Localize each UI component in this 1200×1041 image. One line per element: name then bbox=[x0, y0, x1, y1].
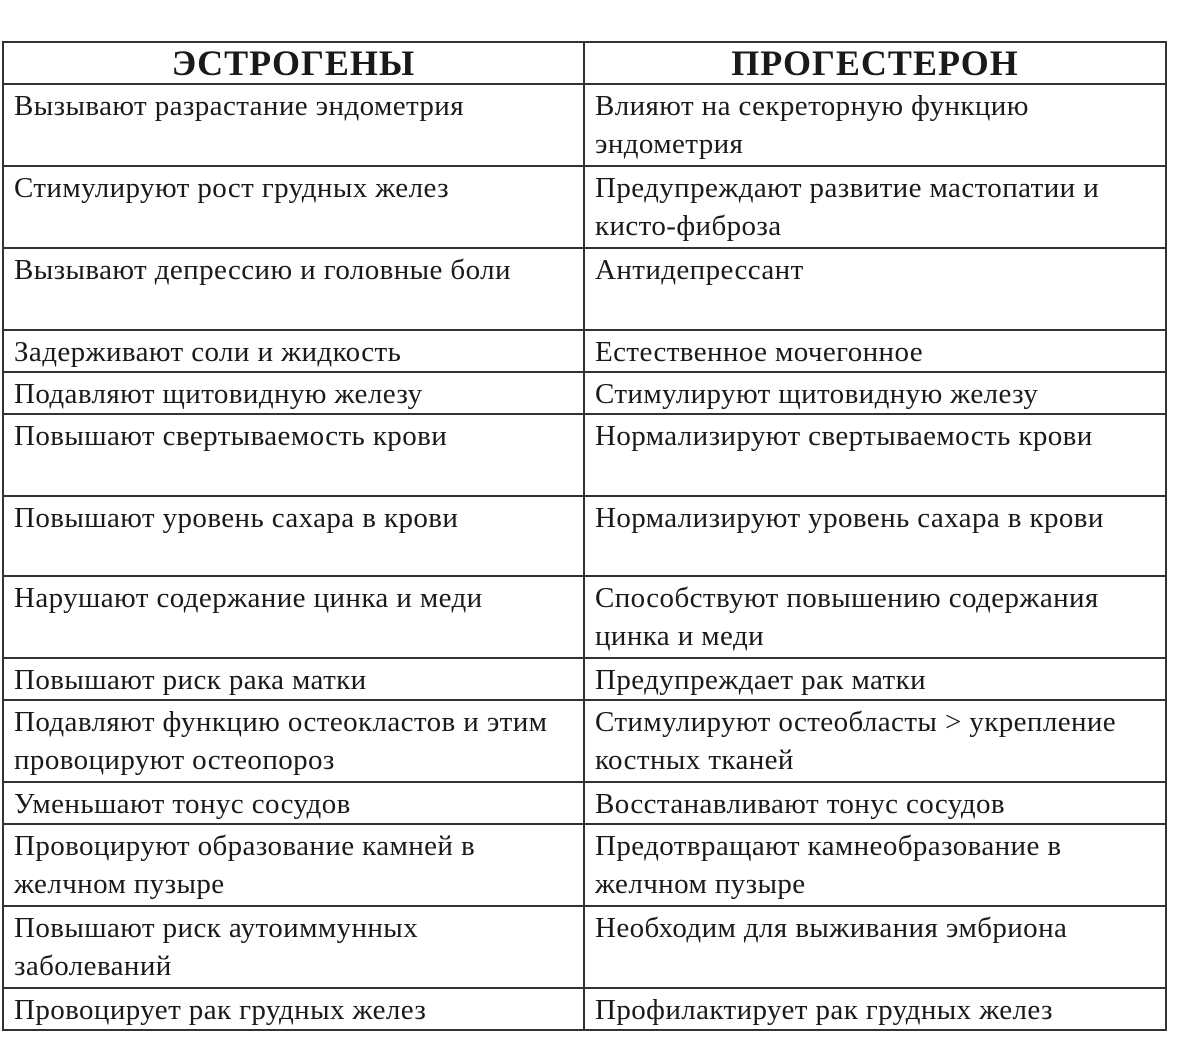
table-row bbox=[3, 84, 1166, 166]
table-row bbox=[3, 496, 1166, 576]
comparison-table-container bbox=[2, 41, 1165, 1031]
estrogen-cell: Повышают риск рака матки bbox=[3, 658, 584, 700]
table-row bbox=[3, 906, 1166, 988]
estrogen-cell: Вызывают разрастание эндометрия bbox=[3, 84, 584, 166]
progesterone-cell: Предупреждает рак матки bbox=[584, 658, 1166, 700]
table-row bbox=[3, 824, 1166, 906]
progesterone-cell: Предупреждают развитие мастопатии и кисто-фиброза bbox=[584, 166, 1166, 248]
progesterone-cell: Профилактирует рак грудных желез bbox=[584, 988, 1166, 1030]
progesterone-cell: Нормализируют свертываемость крови bbox=[584, 414, 1166, 496]
table-header-row bbox=[3, 42, 1166, 84]
progesterone-cell: Способствуют повышению содержания цинка и меди bbox=[584, 576, 1166, 658]
estrogen-cell: Повышают уровень сахара в крови bbox=[3, 496, 584, 576]
hormone-comparison-table bbox=[2, 41, 1167, 1031]
progesterone-cell: Стимулируют щитовидную железу bbox=[584, 372, 1166, 414]
table-row bbox=[3, 576, 1166, 658]
progesterone-cell: Необходим для выживания эмбриона bbox=[584, 906, 1166, 988]
progesterone-cell: Нормализируют уровень сахара в крови bbox=[584, 496, 1166, 576]
table-row bbox=[3, 988, 1166, 1030]
estrogen-cell: Вызывают депрессию и головные боли bbox=[3, 248, 584, 330]
table-row bbox=[3, 658, 1166, 700]
estrogen-cell: Повышают свертываемость крови bbox=[3, 414, 584, 496]
estrogen-cell: Подавляют функцию остеокластов и этим провоцируют остеопороз bbox=[3, 700, 584, 782]
estrogen-cell: Уменьшают тонус сосудов bbox=[3, 782, 584, 824]
estrogen-cell: Задерживают соли и жидкость bbox=[3, 330, 584, 372]
estrogen-cell: Провоцируют образование камней в желчном пузыре bbox=[3, 824, 584, 906]
estrogen-cell: Повышают риск аутоиммунных заболеваний bbox=[3, 906, 584, 988]
estrogen-cell: Подавляют щитовидную железу bbox=[3, 372, 584, 414]
table-row bbox=[3, 248, 1166, 330]
progesterone-cell: Стимулируют остеобласты > укрепление костных тканей bbox=[584, 700, 1166, 782]
table-row bbox=[3, 372, 1166, 414]
estrogen-cell: Стимулируют рост грудных желез bbox=[3, 166, 584, 248]
estrogen-cell: Нарушают содержание цинка и меди bbox=[3, 576, 584, 658]
estrogen-cell: Провоцирует рак грудных желез bbox=[3, 988, 584, 1030]
table-row bbox=[3, 414, 1166, 496]
table-row bbox=[3, 330, 1166, 372]
progesterone-cell: Восстанавливают тонус сосудов bbox=[584, 782, 1166, 824]
table-row bbox=[3, 700, 1166, 782]
table-row bbox=[3, 166, 1166, 248]
table-row bbox=[3, 782, 1166, 824]
progesterone-cell: Предотвращают камнеобразование в желчном пузыре bbox=[584, 824, 1166, 906]
progesterone-cell: Антидепрессант bbox=[584, 248, 1166, 330]
progesterone-cell: Естественное мочегонное bbox=[584, 330, 1166, 372]
progesterone-cell: Влияют на секреторную функцию эндометрия bbox=[584, 84, 1166, 166]
header-estrogens: ЭСТРОГЕНЫ bbox=[3, 42, 584, 84]
header-progesterone: ПРОГЕСТЕРОН bbox=[584, 42, 1166, 84]
